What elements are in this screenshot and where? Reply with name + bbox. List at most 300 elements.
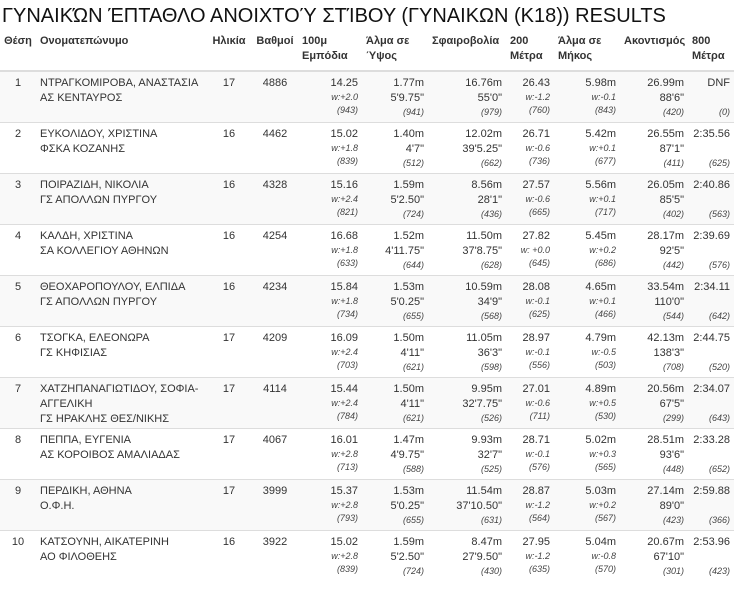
- athlete-name: ΚΑΛΔΗ, ΧΡΙΣΤΙΝΑ: [40, 229, 134, 242]
- hurdles-time: 15.44: [330, 382, 358, 395]
- high-jump-points: (512): [402, 157, 424, 168]
- long-jump-points: (503): [594, 359, 616, 370]
- long-jump-mark: 5.56m: [585, 178, 616, 191]
- javelin-mark: 27.14m: [647, 484, 684, 497]
- long-jump-points: (677): [594, 155, 616, 166]
- long-jump-cell: [554, 173, 620, 224]
- 200m-cell: [506, 479, 554, 530]
- shot-put-imperial: 34'9": [477, 295, 502, 308]
- 800m-points: (520): [708, 361, 730, 372]
- high-jump-imperial: 5'2.50": [390, 193, 424, 206]
- high-jump-cell: [362, 479, 428, 530]
- long-jump-mark: 4.65m: [585, 280, 616, 293]
- hurdles-cell: [298, 428, 362, 479]
- long-jump-mark: 5.02m: [585, 433, 616, 446]
- javelin-points: (448): [662, 463, 684, 474]
- hurdles-cell: [298, 275, 362, 326]
- 200m-wind: w:-0.6: [525, 142, 550, 153]
- hurdles-points: (784): [336, 410, 358, 421]
- high-jump-points: (941): [402, 107, 424, 117]
- high-jump-points: (621): [402, 361, 424, 372]
- high-jump-mark: 1.59m: [393, 178, 424, 191]
- high-jump-cell: [362, 326, 428, 377]
- header-position: Θέση: [0, 30, 36, 71]
- header-age: Ηλικία: [206, 30, 252, 71]
- athlete-cell: [36, 224, 206, 275]
- 200m-wind: w:-1.2: [525, 92, 550, 102]
- shot-put-imperial: 32'7": [477, 448, 502, 461]
- age-cell: 17: [206, 377, 252, 428]
- 200m-time: 28.08: [522, 280, 550, 293]
- table-row: [0, 530, 734, 581]
- high-jump-mark: 1.59m: [393, 535, 424, 548]
- javelin-cell: [620, 275, 688, 326]
- 800m-cell: [688, 530, 734, 581]
- header-high-jump: Άλμα σε Ύψος: [362, 30, 428, 71]
- hurdles-points: (713): [336, 461, 358, 472]
- table-row: [0, 479, 734, 530]
- header-100m-hurdles: 100μ Εμπόδια: [298, 30, 362, 71]
- 200m-wind: w:-0.1: [525, 448, 550, 459]
- 800m-time: 2:59.88: [693, 484, 730, 497]
- javelin-cell: [620, 224, 688, 275]
- shot-put-imperial: 37'8.75": [462, 244, 502, 257]
- 200m-points: (760): [528, 105, 550, 115]
- athlete-name: ΠΕΠΠΑ, ΕΥΓΕΝΙΑ: [40, 433, 132, 446]
- shot-put-cell: [428, 479, 506, 530]
- shot-put-points: (568): [480, 310, 502, 321]
- 800m-cell: [688, 377, 734, 428]
- score-cell: 4067: [252, 428, 298, 479]
- hurdles-wind: w:+1.8: [331, 295, 358, 306]
- hurdles-time: 15.16: [330, 178, 358, 191]
- age-cell: 16: [206, 122, 252, 173]
- long-jump-wind: w:-0.5: [591, 346, 616, 357]
- javelin-mark: 26.05m: [647, 178, 684, 191]
- long-jump-wind: w:+0.1: [589, 295, 616, 306]
- long-jump-mark: 4.79m: [585, 331, 616, 344]
- shot-put-cell: [428, 326, 506, 377]
- hurdles-wind: w:+1.8: [331, 244, 358, 255]
- javelin-cell: [620, 428, 688, 479]
- high-jump-imperial: 4'11": [400, 346, 424, 359]
- high-jump-cell: [362, 377, 428, 428]
- shot-put-cell: [428, 224, 506, 275]
- 200m-time: 28.97: [522, 331, 550, 344]
- shot-put-cell: [428, 122, 506, 173]
- 800m-cell: [688, 122, 734, 173]
- 200m-time: 26.43: [522, 77, 550, 89]
- 800m-cell: [688, 224, 734, 275]
- high-jump-mark: 1.77m: [393, 77, 424, 89]
- 800m-time: 2:34.11: [694, 280, 730, 293]
- 200m-time: 28.87: [522, 484, 550, 497]
- shot-put-points: (662): [480, 157, 502, 168]
- javelin-imperial: 87'1": [659, 142, 684, 155]
- age-cell: 17: [206, 71, 252, 122]
- high-jump-imperial: 5'0.25": [390, 499, 424, 512]
- shot-put-mark: 12.02m: [465, 127, 502, 140]
- age-cell: 16: [206, 530, 252, 581]
- 200m-time: 27.82: [522, 229, 550, 242]
- javelin-mark: 26.55m: [647, 127, 684, 140]
- 200m-points: (625): [528, 308, 550, 319]
- shot-put-mark: 16.76m: [465, 77, 502, 89]
- long-jump-wind: w:+0.1: [589, 193, 616, 204]
- javelin-points: (708): [662, 361, 684, 372]
- long-jump-points: (567): [594, 512, 616, 523]
- long-jump-mark: 5.42m: [585, 127, 616, 140]
- hurdles-time: 15.37: [330, 484, 358, 497]
- shot-put-cell: [428, 377, 506, 428]
- shot-put-points: (525): [480, 463, 502, 474]
- shot-put-mark: 11.05m: [466, 331, 502, 344]
- position-cell: 6: [0, 326, 36, 377]
- javelin-imperial: 92'5": [659, 244, 684, 257]
- 800m-time: 2:40.86: [693, 178, 730, 191]
- shot-put-mark: 9.93m: [471, 433, 502, 446]
- javelin-points: (544): [662, 310, 684, 321]
- club-name: ΣΑ ΚΟΛΛΕΓΙΟΥ ΑΘΗΝΩΝ: [40, 244, 169, 257]
- score-cell: 4209: [252, 326, 298, 377]
- athlete-cell: [36, 326, 206, 377]
- 800m-cell: [688, 428, 734, 479]
- high-jump-points: (621): [402, 412, 424, 423]
- high-jump-cell: [362, 275, 428, 326]
- javelin-cell: [620, 173, 688, 224]
- high-jump-mark: 1.53m: [393, 484, 424, 497]
- hurdles-cell: [298, 71, 362, 122]
- hurdles-wind: w:+1.8: [331, 142, 358, 153]
- score-cell: 3922: [252, 530, 298, 581]
- long-jump-wind: w:-0.8: [591, 550, 616, 561]
- 200m-points: (635): [528, 563, 550, 574]
- age-cell: 17: [206, 326, 252, 377]
- 800m-time: 2:34.07: [693, 382, 730, 395]
- javelin-imperial: 85'5": [659, 193, 684, 206]
- long-jump-cell: [554, 428, 620, 479]
- athlete-cell: [36, 479, 206, 530]
- 800m-points: (625): [708, 157, 730, 168]
- hurdles-points: (839): [336, 155, 358, 166]
- shot-put-mark: 10.59m: [465, 280, 502, 293]
- javelin-points: (411): [663, 157, 684, 168]
- hurdles-cell: [298, 173, 362, 224]
- high-jump-mark: 1.52m: [393, 229, 424, 242]
- 800m-points: (576): [708, 259, 730, 270]
- position-cell: 10: [0, 530, 36, 581]
- javelin-mark: 26.99m: [647, 77, 684, 89]
- position-cell: 9: [0, 479, 36, 530]
- javelin-mark: 20.56m: [647, 382, 684, 395]
- age-cell: 17: [206, 428, 252, 479]
- javelin-mark: 28.17m: [647, 229, 684, 242]
- shot-put-points: (436): [480, 208, 502, 219]
- athlete-cell: [36, 71, 206, 122]
- 200m-time: 27.57: [522, 178, 550, 191]
- 200m-points: (576): [528, 461, 550, 472]
- long-jump-wind: w:+0.5: [589, 397, 616, 408]
- athlete-cell: [36, 275, 206, 326]
- long-jump-cell: [554, 530, 620, 581]
- long-jump-mark: 4.89m: [585, 382, 616, 395]
- 200m-wind: w:-0.6: [525, 397, 550, 408]
- high-jump-imperial: 4'11.75": [385, 244, 424, 257]
- score-cell: 4234: [252, 275, 298, 326]
- javelin-cell: [620, 377, 688, 428]
- javelin-mark: 28.51m: [647, 433, 684, 446]
- score-cell: 4328: [252, 173, 298, 224]
- shot-put-points: (628): [480, 259, 502, 270]
- hurdles-cell: [298, 377, 362, 428]
- javelin-mark: 33.54m: [647, 280, 684, 293]
- club-name: ΓΣ ΑΠΟΛΛΩΝ ΠΥΡΓΟΥ: [40, 193, 158, 206]
- shot-put-mark: 11.50m: [466, 229, 502, 242]
- 200m-points: (556): [528, 359, 550, 370]
- javelin-imperial: 138'3": [653, 346, 684, 359]
- hurdles-wind: w:+2.8: [331, 550, 358, 561]
- 200m-time: 26.71: [522, 127, 550, 140]
- hurdles-cell: [298, 479, 362, 530]
- club-name: ΦΣΚΑ ΚΟΖΑΝΗΣ: [40, 142, 125, 155]
- long-jump-points: (686): [594, 257, 616, 268]
- javelin-points: (423): [662, 514, 684, 525]
- 200m-points: (645): [528, 257, 550, 268]
- long-jump-cell: [554, 326, 620, 377]
- score-cell: 4114: [252, 377, 298, 428]
- shot-put-imperial: 28'1": [477, 193, 502, 206]
- table-row: [0, 326, 734, 377]
- 800m-cell: [688, 71, 734, 122]
- header-long-jump: Άλμα σε Μήκος: [554, 30, 620, 71]
- 200m-cell: [506, 224, 554, 275]
- hurdles-points: (734): [336, 308, 358, 319]
- athlete-name-cont: ΑΓΓΕΛΙΚΗ: [40, 397, 93, 410]
- hurdles-time: 14.25: [330, 77, 358, 89]
- javelin-imperial: 67'5": [659, 397, 684, 410]
- 800m-time: 2:39.69: [693, 229, 730, 242]
- age-cell: 16: [206, 173, 252, 224]
- javelin-cell: [620, 122, 688, 173]
- results-table: [0, 30, 734, 581]
- javelin-imperial: 110'0": [654, 295, 684, 308]
- javelin-imperial: 93'6": [659, 448, 684, 461]
- 200m-cell: [506, 71, 554, 122]
- athlete-cell: [36, 173, 206, 224]
- club-name: ΑΣ ΚΟΡΟΙΒΟΣ ΑΜΑΛΙΑΔΑΣ: [40, 448, 180, 461]
- shot-put-cell: [428, 275, 506, 326]
- 200m-cell: [506, 173, 554, 224]
- table-header-row: [0, 30, 734, 71]
- athlete-name: ΠΟΙΡΑΖΙΔΗ, ΝΙΚΟΛΙΑ: [40, 178, 149, 191]
- long-jump-points: (843): [594, 105, 616, 115]
- page-title: ΓΥΝΑΙΚΏΝ ΈΠΤΑΘΛΟ ΑΝΟΙΧΤΟΎ ΣΤΊΒΟΥ (ΓΥΝΑΙΚΩΝ (K18)) RESULTS: [2, 5, 666, 27]
- athlete-name: ΚΑΤΣΟΥΝΗ, ΑΙΚΑΤΕΡΙΝΗ: [40, 535, 169, 548]
- shot-put-points: (631): [480, 514, 502, 525]
- shot-put-imperial: 37'10.50": [456, 499, 502, 512]
- javelin-imperial: 89'0": [659, 499, 684, 512]
- long-jump-cell: [554, 377, 620, 428]
- position-cell: 3: [0, 173, 36, 224]
- shot-put-cell: [428, 530, 506, 581]
- high-jump-imperial: 5'2.50": [390, 550, 424, 563]
- 200m-time: 27.01: [522, 382, 550, 395]
- athlete-name: ΕΥΚΟΛΙΔΟΥ, ΧΡΙΣΤΙΝΑ: [40, 127, 158, 140]
- javelin-points: (299): [662, 412, 684, 423]
- position-cell: 8: [0, 428, 36, 479]
- 200m-cell: [506, 275, 554, 326]
- hurdles-time: 15.84: [330, 280, 358, 293]
- high-jump-imperial: 4'7": [405, 142, 424, 155]
- 200m-wind: w: +0.0: [520, 244, 550, 255]
- score-cell: 3999: [252, 479, 298, 530]
- shot-put-mark: 11.54m: [466, 484, 502, 497]
- athlete-name: ΘΕΟΧΑΡΟΠΟΥΛΟΥ, ΕΛΠΙΔΑ: [40, 280, 186, 293]
- hurdles-wind: w:+2.8: [331, 448, 358, 459]
- 800m-time: 2:33.28: [693, 433, 730, 446]
- hurdles-wind: w:+2.8: [331, 499, 358, 510]
- high-jump-cell: [362, 173, 428, 224]
- shot-put-cell: [428, 173, 506, 224]
- club-name: Ο.Φ.Η.: [40, 499, 75, 512]
- table-row: [0, 71, 734, 122]
- age-cell: 17: [206, 479, 252, 530]
- score-cell: 4254: [252, 224, 298, 275]
- 800m-time: 2:44.75: [693, 331, 730, 344]
- position-cell: 2: [0, 122, 36, 173]
- hurdles-time: 15.02: [330, 127, 358, 140]
- long-jump-cell: [554, 275, 620, 326]
- high-jump-points: (655): [402, 310, 424, 321]
- shot-put-imperial: 32'7.75": [462, 397, 502, 410]
- club-name: ΓΣ ΚΗΦΙΣΙΑΣ: [40, 346, 108, 359]
- club-name: ΑΣ ΚΕΝΤΑΥΡΟΣ: [40, 92, 123, 104]
- athlete-name: ΠΕΡΔΙΚΗ, ΑΘΗΝΑ: [40, 484, 132, 497]
- 200m-cell: [506, 530, 554, 581]
- high-jump-mark: 1.40m: [393, 127, 424, 140]
- javelin-points: (420): [662, 107, 684, 117]
- long-jump-wind: w:-0.1: [591, 92, 616, 102]
- 800m-points: (0): [719, 107, 730, 117]
- header-200m: 200 Μέτρα: [506, 30, 554, 71]
- javelin-cell: [620, 326, 688, 377]
- shot-put-points: (979): [480, 107, 502, 117]
- hurdles-wind: w:+2.0: [331, 92, 358, 102]
- table-row: [0, 224, 734, 275]
- header-shot-put: Σφαιροβολία: [428, 30, 506, 71]
- high-jump-points: (644): [402, 259, 424, 270]
- shot-put-imperial: 27'9.50": [462, 550, 502, 563]
- hurdles-time: 15.02: [330, 535, 358, 548]
- athlete-name: ΝΤΡΑΓΚΟΜΙΡΟΒΑ, ΑΝΑΣΤΑΣΙΑ: [40, 77, 199, 89]
- athlete-cell: [36, 122, 206, 173]
- long-jump-points: (565): [594, 461, 616, 472]
- header-name: Ονοματεπώνυμο: [36, 30, 206, 71]
- hurdles-points: (839): [336, 563, 358, 574]
- table-row: [0, 428, 734, 479]
- long-jump-wind: w:+0.2: [589, 244, 616, 255]
- 200m-time: 27.95: [522, 535, 550, 548]
- club-name: ΓΣ ΗΡΑΚΛΗΣ ΘΕΣ/ΝΙΚΗΣ: [40, 412, 170, 425]
- shot-put-mark: 8.56m: [471, 178, 502, 191]
- athlete-cell: [36, 530, 206, 581]
- header-800m: 800 Μέτρα: [688, 30, 734, 71]
- table-row: [0, 275, 734, 326]
- javelin-points: (442): [662, 259, 684, 270]
- table-row: [0, 173, 734, 224]
- high-jump-imperial: 5'9.75": [390, 92, 424, 104]
- 800m-points: (366): [708, 514, 730, 525]
- high-jump-mark: 1.50m: [393, 331, 424, 344]
- athlete-name: ΧΑΤΖΗΠΑΝΑΓΙΩΤΙΔΟΥ, ΣΟΦΙΑ-: [40, 382, 199, 395]
- 800m-points: (563): [708, 208, 730, 219]
- hurdles-points: (703): [336, 359, 358, 370]
- 800m-cell: [688, 326, 734, 377]
- 800m-time: DNF: [707, 77, 730, 89]
- shot-put-cell: [428, 428, 506, 479]
- high-jump-mark: 1.47m: [393, 433, 424, 446]
- javelin-points: (402): [662, 208, 684, 219]
- 800m-cell: [688, 173, 734, 224]
- high-jump-mark: 1.53m: [393, 280, 424, 293]
- long-jump-mark: 5.45m: [585, 229, 616, 242]
- 200m-wind: w:-0.1: [525, 346, 550, 357]
- hurdles-cell: [298, 326, 362, 377]
- long-jump-cell: [554, 479, 620, 530]
- 800m-cell: [688, 275, 734, 326]
- 800m-points: (423): [708, 565, 730, 576]
- 200m-cell: [506, 428, 554, 479]
- high-jump-points: (655): [402, 514, 424, 525]
- long-jump-points: (530): [594, 410, 616, 421]
- 200m-points: (564): [528, 512, 550, 523]
- 200m-cell: [506, 326, 554, 377]
- 800m-points: (642): [708, 310, 730, 321]
- 800m-points: (652): [708, 463, 730, 474]
- position-cell: 1: [0, 71, 36, 122]
- high-jump-imperial: 4'9.75": [390, 448, 424, 461]
- hurdles-wind: w:+2.4: [331, 346, 358, 357]
- high-jump-imperial: 4'11": [400, 397, 424, 410]
- high-jump-cell: [362, 122, 428, 173]
- table-row: [0, 122, 734, 173]
- shot-put-points: (526): [480, 412, 502, 423]
- header-score: Βαθμοί: [252, 30, 298, 71]
- long-jump-cell: [554, 224, 620, 275]
- position-cell: 4: [0, 224, 36, 275]
- high-jump-points: (588): [402, 463, 424, 474]
- long-jump-wind: w:+0.2: [589, 499, 616, 510]
- long-jump-mark: 5.03m: [585, 484, 616, 497]
- 200m-wind: w:-1.2: [525, 499, 550, 510]
- 200m-points: (711): [529, 410, 550, 421]
- 200m-wind: w:-0.1: [525, 295, 550, 306]
- javelin-imperial: 67'10": [653, 550, 684, 563]
- hurdles-points: (793): [336, 512, 358, 523]
- score-cell: 4462: [252, 122, 298, 173]
- long-jump-points: (717): [594, 206, 616, 217]
- 200m-cell: [506, 377, 554, 428]
- table-row: [0, 377, 734, 428]
- athlete-name: ΤΣΟΓΚΑ, ΕΛΕΟΝΩΡΑ: [40, 331, 150, 344]
- score-cell: 4886: [252, 71, 298, 122]
- high-jump-cell: [362, 530, 428, 581]
- 200m-points: (665): [528, 206, 550, 217]
- hurdles-points: (943): [336, 105, 358, 115]
- club-name: ΓΣ ΑΠΟΛΛΩΝ ΠΥΡΓΟΥ: [40, 295, 158, 308]
- hurdles-time: 16.09: [330, 331, 358, 344]
- shot-put-imperial: 39'5.25": [462, 142, 502, 155]
